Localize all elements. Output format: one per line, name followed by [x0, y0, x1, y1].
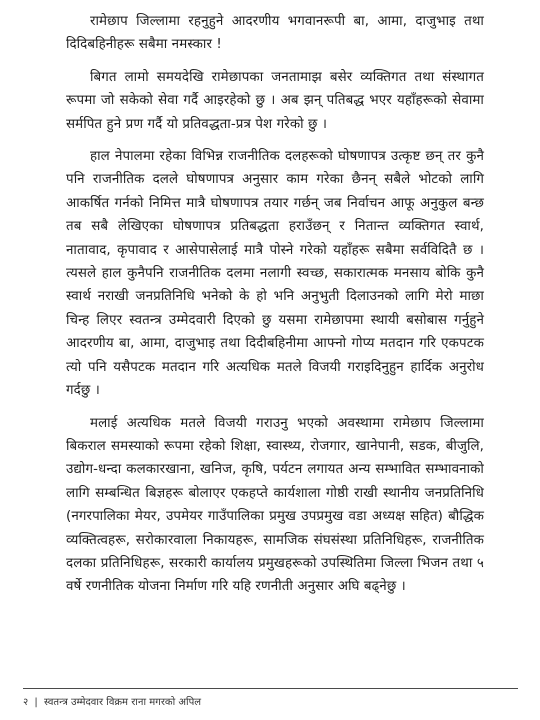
plan-paragraph: मलाई अत्यधिक मतले विजयी गराउनु भएको अवस्थामा रामेछाप जिल्लामा बिकराल समस्याको रूपमा रहेको शिक्षा, स्वास्थ्य, रोजगार, खानेपानी, सडक, बीजुलि, उद्योग-धन्दा कलकारखाना, खनिज, कृषि, पर्यटन लगायत अन्य सम्भावित सम्भावनाको लागि सम्बन्धित बिज्ञहरू बोलाएर एकहप्ते कार्यशाला गोष्ठी राखी स्थानीय जनप्रतिनिधि (नगरपालिका मेयर, उपमेयर गाउँपालिका प्रमुख उपप्रमुख वडा अध्यक्ष सहित) बौद्धिक व्यक्तित्वहरू, सरोकारवाला निकायहरू, सामजिक संघसंस्था प्रतिनिधिहरू, राजनीतिक दलका प्रतिनिधिहरू, सरकारी कार्यालय प्रमुखहरूको उपस्थितिमा जिल्ला भिजन तथा ५ वर्षे रणनीतिक योजना निर्माण गरि यहि रणनीती अनुसार अघि बढ्नेछु ।: [66, 415, 484, 595]
page-footer: [23, 688, 518, 708]
page-number: २: [23, 697, 29, 708]
political-context-paragraph: हाल नेपालमा रहेका विभिन्न राजनीतिक दलहरूको घोषणापत्र उत्कृष्ट छन् तर कुनै पनि राजनीतिक दलले घोषणापत्र अनुसार काम गरेका छैनन् सबैले भोटको लागि आकर्षित गर्नको निमित्त मात्रै घोषणापत्र तयार गर्छन् जब निर्वाचन आफू अनुकुल बन्छ तब सबै लेखिएका घोषणापत्र प्रतिबद्धता हराउँछन् र नितान्त व्यक्तिगत स्वार्थ, नातावाद, कृपावाद र आसेपासेलाई मात्रै पोस्ने गरेको यहाँहरू सबैमा सर्वविदितै छ । त्यसले हाल कुनैपनि राजनीतिक दलमा नलागी स्वच्छ, सकारात्मक मनसाय बोकि कुनै स्वार्थ नराखी जनप्रतिनिधि भनेको के हो भनि अनुभुती दिलाउनको लागि मेरो माछा चिन्ह लिएर स्वतन्त्र उम्मेदवारी दिएको छु यसमा रामेछापमा स्थायी बसोबास गर्नुहुने आदरणीय बा, आमा, दाजुभाइ तथा दिदीबहिनीमा आफ्नो गोप्य मतदान गरि एकपटक त्यो पनि यसैपटक मतदान गरि अत्यधिक मतले विजयी गराइदिनुहुन हार्दिक अनुरोध गर्दछु ।: [66, 149, 484, 399]
greeting-paragraph: रामेछाप जिल्लामा रहनुहुने आदरणीय भगवानरूपी बा, आमा, दाजुभाइ तथा दिदिबहिनीहरू सबैमा नमस्कार !: [66, 14, 484, 53]
footer-separator: |: [34, 697, 38, 708]
footer-title: स्वतन्त्र उम्मेदवार विक्रम राना मगरको अपिल: [43, 697, 202, 708]
appeal-body: [66, 10, 484, 608]
service-commitment-paragraph: बिगत लामो समयदेखि रामेछापका जनतामाझ बसेर व्यक्तिगत तथा संस्थागत रूपमा जो सकेको सेवा गर्दै आइरहेको छु । अब झन् पतिबद्ध भएर यहाँहरूको सेवामा सर्मपित हुने प्रण गर्दै यो प्रतिवद्धता-प्रत्र पेश गरेको छु ।: [66, 69, 484, 132]
